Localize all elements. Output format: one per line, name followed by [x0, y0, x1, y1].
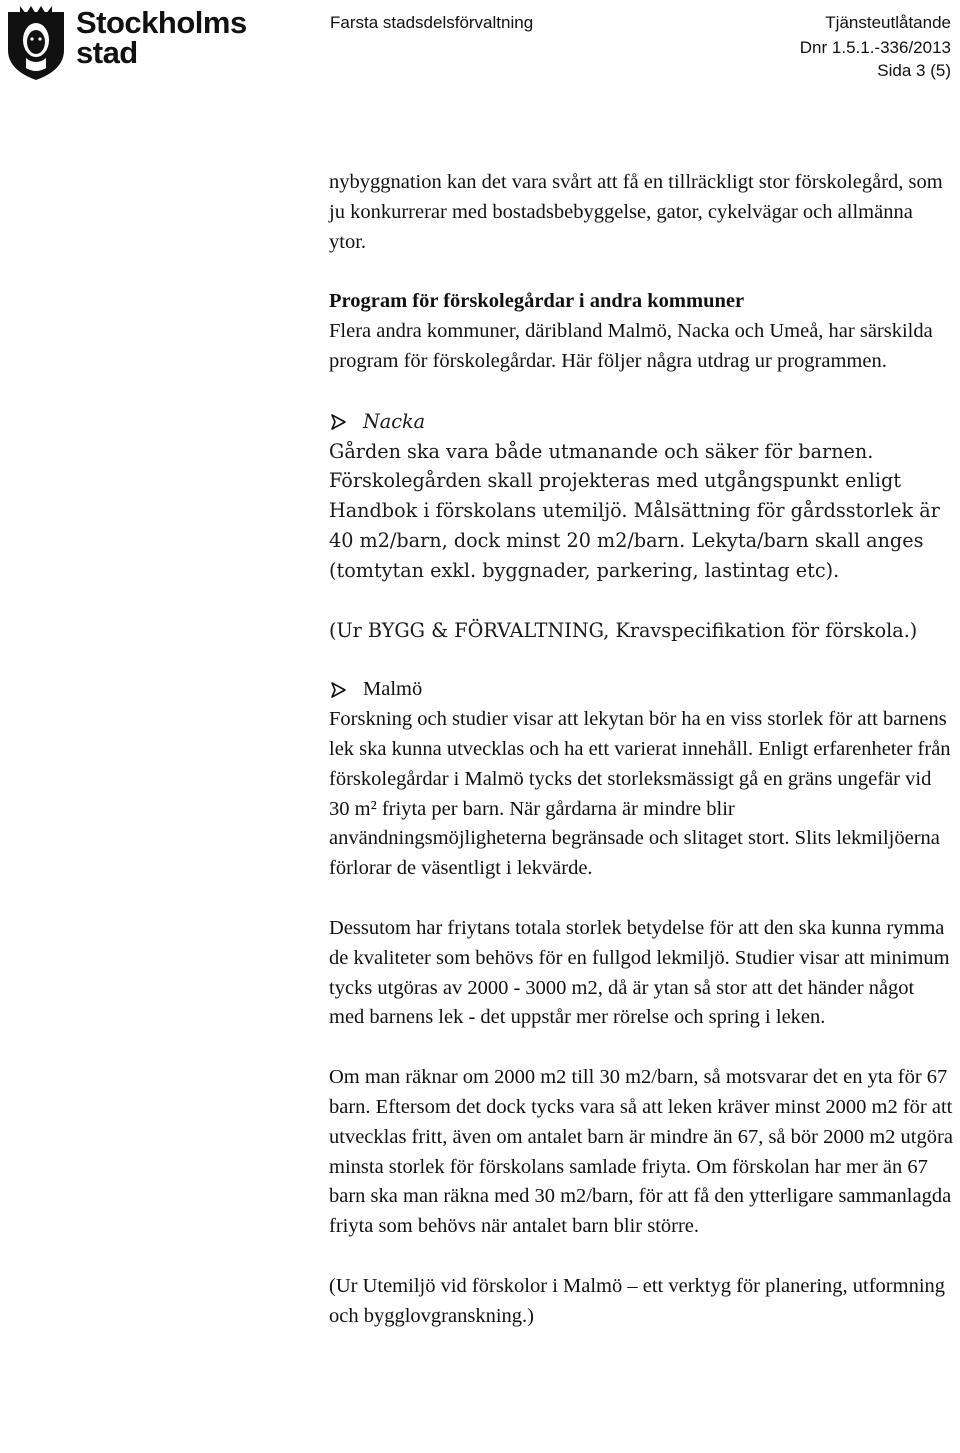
logo-line-2: stad	[76, 35, 138, 70]
malmo-paragraph-2: Dessutom har friytans totala storlek betydelse för att den ska kunna rymma de kvaliteter som behövs för en fullgod lekmiljö. Studier visar att minimum tycks utgöras av 2000 - 3000 m2, då är ytan så stor att det händer något med barnens lek - det uppstår mer rörelse och spring i leken.	[329, 916, 950, 1029]
document-type: Tjänsteutlåtande	[825, 13, 951, 32]
intro-paragraph: nybyggnation kan det vara svårt att få en tillräckligt stor förskolegård, som ju konkurrerar med bostadsbebyggelse, gator, cykelvägar och allmänna ytor.	[329, 171, 943, 253]
logo-wordmark	[76, 5, 247, 70]
arrow-bullet-icon	[329, 675, 353, 705]
malmo-source: (Ur Utemiljö vid förskolor i Malmö – ett verktyg för planering, utformning och bygglovgranskning.)	[329, 1274, 946, 1327]
arrow-bullet-icon	[329, 407, 353, 437]
nacka-title: Nacka	[363, 409, 426, 433]
nacka-paragraph: Gården ska vara både utmanande och säker för barnen. Förskolegården skall projekteras med utgångspunkt enligt Handbok i förskolans utemiljö. Målsättning för gårdsstorlek är 40 m2/barn, dock minst 20 m2/barn. Lekyta/barn skall anges (tomtytan exkl. byggnader, parkering, lastintag etc).	[329, 439, 940, 582]
stockholm-logo	[4, 4, 247, 82]
page-number: Sida 3 (5)	[877, 61, 951, 80]
section-heading: Program för förskolegårdar i andra kommuner	[329, 290, 745, 313]
nacka-source: (Ur BYGG & FÖRVALTNING, Kravspecifikation för förskola.)	[329, 618, 918, 642]
section-paragraph: Flera andra kommuner, däribland Malmö, Nacka och Umeå, har särskilda program för förskolegårdar. Här följer några utdrag ur programmen.	[329, 320, 933, 372]
nacka-bullet	[329, 407, 954, 437]
page-header	[0, 0, 960, 90]
malmo-bullet	[329, 675, 954, 705]
malmo-paragraph-3: Om man räknar om 2000 m2 till 30 m2/barn, så motsvarar det en yta för 67 barn. Eftersom det dock tycks vara så att leken kräver minst 2000 m2 för att utvecklas fritt, även om antalet barn är mindre än 67, så bör 2000 m2 utgöra minsta storlek för förskolans samlade friyta. Om förskolan har mer än 67 barn ska man räkna med 30 m2/barn, för att få den ytterligare sammanlagda friyta som behövs när antalet barn blir större.	[329, 1066, 953, 1238]
malmo-title: Malmö	[363, 678, 423, 701]
malmo-paragraph-1: Forskning och studier visar att lekytan bör ha en viss storlek för att barnens lek ska kunna utvecklas och ha ett varierat innehåll. Enligt erfarenheter från förskolegårdar i Malmö tycks det storleksmässigt gå en gräns ungefär vid 30 m² friyta per barn. När gårdarna är mindre blir användningsmöjligheterna begränsade och slitaget stort. Slits lekmiljöerna förlorar de väsentligt i lekvärde.	[329, 708, 951, 880]
document-number: Dnr 1.5.1.-336/2013	[799, 38, 951, 57]
city-shield-icon	[4, 4, 68, 82]
logo-line-1: Stockholms	[76, 5, 247, 40]
department-name: Farsta stadsdelsförvaltning	[330, 13, 534, 32]
document-body	[329, 168, 954, 1332]
